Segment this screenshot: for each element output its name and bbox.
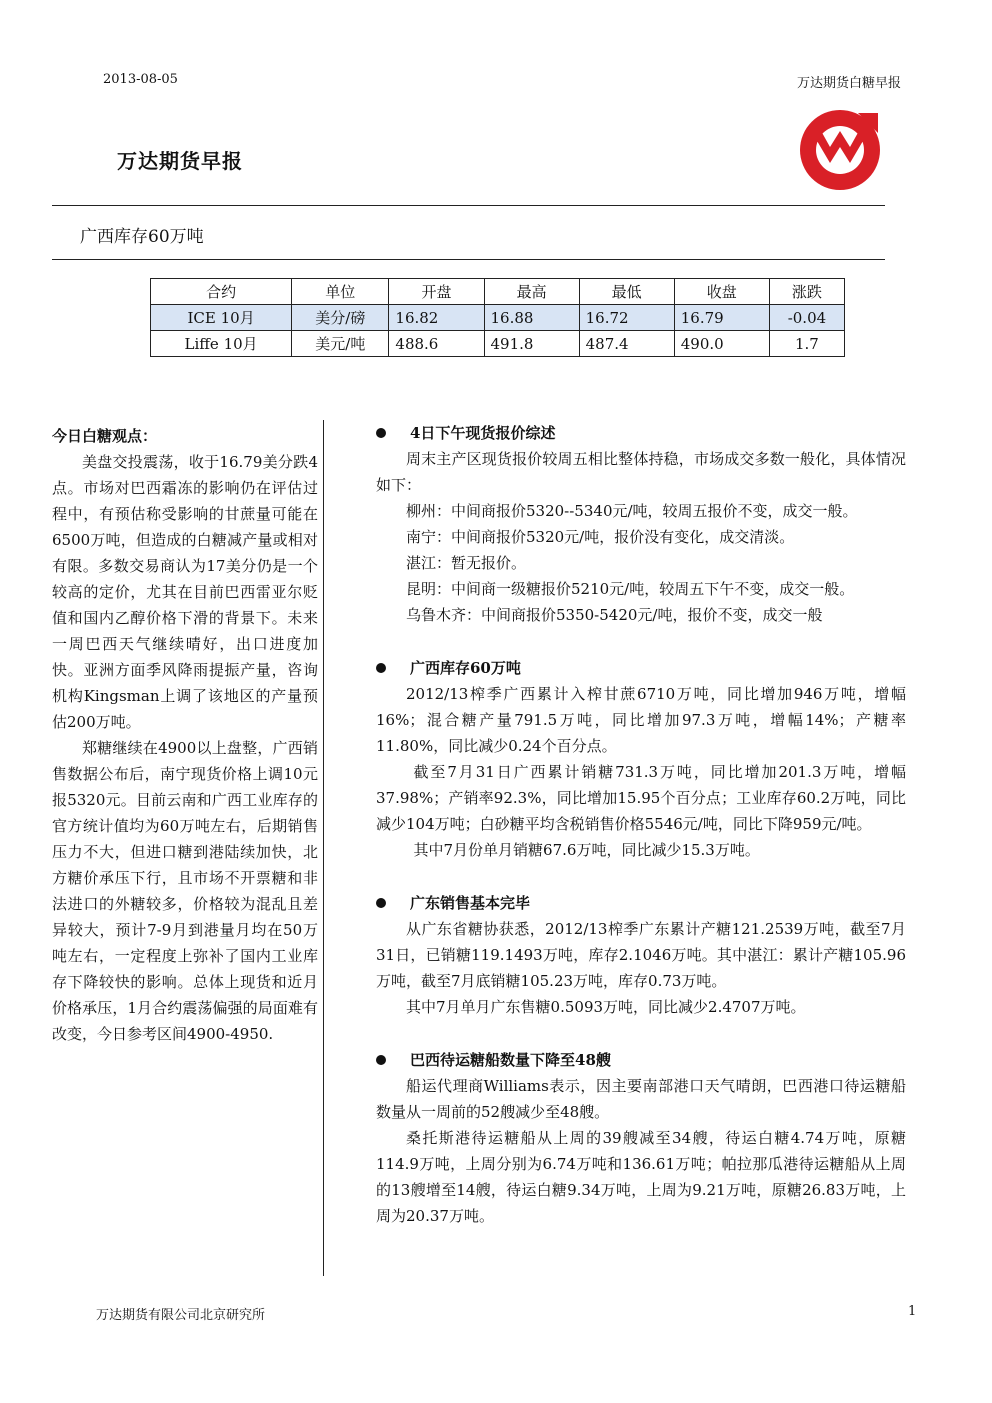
table-cell: 16.79 [674,305,769,331]
brand-title: 万达期货早报 [117,149,243,173]
news-section-guangdong-sales [376,890,906,1020]
bullet-icon [376,1055,386,1065]
quote-table [150,278,845,357]
section-heading [376,1047,906,1073]
section-title: 广西库存60万吨 [410,659,521,677]
table-header-row [151,279,845,305]
section-paragraph: 乌鲁木齐：中间商报价5350-5420元/吨，报价不变，成交一般 [406,606,823,624]
table-cell: 美元/吨 [292,331,389,357]
section-paragraph: 柳州：中间商报价5320--5340元/吨，较周五报价不变，成交一般。 [406,502,858,520]
market-view-heading: 今日白糖观点： [52,427,158,445]
table-cell: 16.72 [579,305,674,331]
table-row [151,305,845,331]
report-subtitle: 广西库存60万吨 [80,227,204,247]
market-view-column [52,423,318,1047]
footer-company: 万达期货有限公司北京研究所 [96,1308,266,1323]
header-divider [52,205,885,206]
market-view-paragraph: 美盘交投震荡，收于16.79美分跌4点。市场对巴西霜冻的影响仍在评估过程中，有预估称受影响的甘蔗量可能在6500万吨，但造成的白糖减产量或相对有限。多数交易商认为17美分仍是一个较高的定价，尤其在目前巴西雷亚尔贬值和国内乙醇价格下滑的背景下。未来一周巴西天气继续晴好，出口进度加快。亚洲方面季风降雨提振产量，咨询机构Kingsman上调了该地区的产量预估200万吨。 [52,453,318,731]
table-cell: ICE 10月 [151,305,292,331]
table-cell: 16.88 [484,305,579,331]
section-paragraph: 从广东省糖协获悉，2012/13榨季广东累计产糖121.2539万吨，截至7月31日，已销糖119.1493万吨，库存2.1046万吨。其中湛江：累计产糖105.96万吨，截至7月底销糖105.23万吨，库存0.73万吨。 [376,920,906,990]
table-cell: -0.04 [769,305,844,331]
col-header: 涨跌 [769,279,844,305]
column-divider [323,420,324,1276]
col-header: 最低 [579,279,674,305]
table-cell: 美分/磅 [292,305,389,331]
section-heading [376,420,906,446]
section-paragraph: 桑托斯港待运糖船从上周的39艘减至34艘，待运白糖4.74万吨，原糖114.9万吨，上周分别为6.74万吨和136.61万吨；帕拉那瓜港待运糖船从上周的13艘增至14艘，待运白糖9.34万吨，上周为9.21万吨，原糖26.83万吨，上周为20.37万吨。 [376,1129,906,1225]
section-paragraph: 截至7月31日广西累计销糖731.3万吨，同比增加201.3万吨，增幅37.98%；产销率92.3%，同比增加15.95个百分点；工业库存60.2万吨，同比减少104万吨；白砂糖平均含税销售价格5546元/吨，同比下降959元/吨。 [376,763,906,833]
news-section-brazil-ships [376,1047,906,1229]
table-cell: 491.8 [484,331,579,357]
news-column [376,420,906,1256]
col-header: 合约 [151,279,292,305]
section-title: 巴西待运糖船数量下降至48艘 [410,1051,611,1069]
news-section-spot-quotes [376,420,906,628]
section-paragraph: 其中7月份单月销糖67.6万吨，同比减少15.3万吨。 [413,841,760,859]
col-header: 最高 [484,279,579,305]
bullet-icon [376,428,386,438]
report-date: 2013-08-05 [103,72,178,87]
table-cell: 487.4 [579,331,674,357]
wanda-logo [796,105,884,191]
section-title: 4日下午现货报价综述 [410,424,556,442]
table-cell: 16.82 [389,305,484,331]
col-header: 单位 [292,279,389,305]
section-heading [376,890,906,916]
section-paragraph: 周末主产区现货报价较周五相比整体持稳，市场成交多数一般化，具体情况如下： [376,450,906,494]
table-cell: 1.7 [769,331,844,357]
bullet-icon [376,898,386,908]
section-paragraph: 船运代理商Williams表示，因主要南部港口天气晴朗，巴西港口待运糖船数量从一周前的52艘减少至48艘。 [376,1077,906,1121]
section-title: 广东销售基本完毕 [410,894,531,912]
col-header: 收盘 [674,279,769,305]
market-view-paragraph: 郑糖继续在4900以上盘整，广西销售数据公布后，南宁现货价格上调10元报5320元。目前云南和广西工业库存的官方统计值均为60万吨左右，后期销售压力不大，但进口糖到港陆续加快，北方糖价承压下行，且市场不开票糖和非法进口的外糖较多，价格较为混乱且差异较大，预计7-9月到港量月均在50万吨左右，一定程度上弥补了国内工业库存下降较快的影响。总体上现货和近月价格承压，1月合约震荡偏强的局面难有改变，今日参考区间4900-4950. [52,739,318,1043]
section-paragraph: 昆明：中间商一级糖报价5210元/吨，较周五下午不变，成交一般。 [406,580,855,598]
section-paragraph: 南宁：中间商报价5320元/吨，报价没有变化，成交清淡。 [406,528,795,546]
table-cell: Liffe 10月 [151,331,292,357]
section-paragraph: 2012/13榨季广西累计入榨甘蔗6710万吨，同比增加946万吨，增幅16%；混合糖产量791.5万吨，同比增加97.3万吨，增幅14%；产糖率11.80%，同比减少0.24个百分点。 [376,685,906,755]
subtitle-divider [52,259,885,260]
table-cell: 488.6 [389,331,484,357]
report-name: 万达期货白糖早报 [796,76,901,91]
section-paragraph: 湛江：暂无报价。 [406,554,527,572]
col-header: 开盘 [389,279,484,305]
table-cell: 490.0 [674,331,769,357]
page-number: 1 [908,1304,917,1319]
bullet-icon [376,663,386,673]
section-paragraph: 其中7月单月广东售糖0.5093万吨，同比减少2.4707万吨。 [406,998,806,1016]
table-row [151,331,845,357]
section-heading [376,655,906,681]
news-section-guangxi-stock [376,655,906,863]
